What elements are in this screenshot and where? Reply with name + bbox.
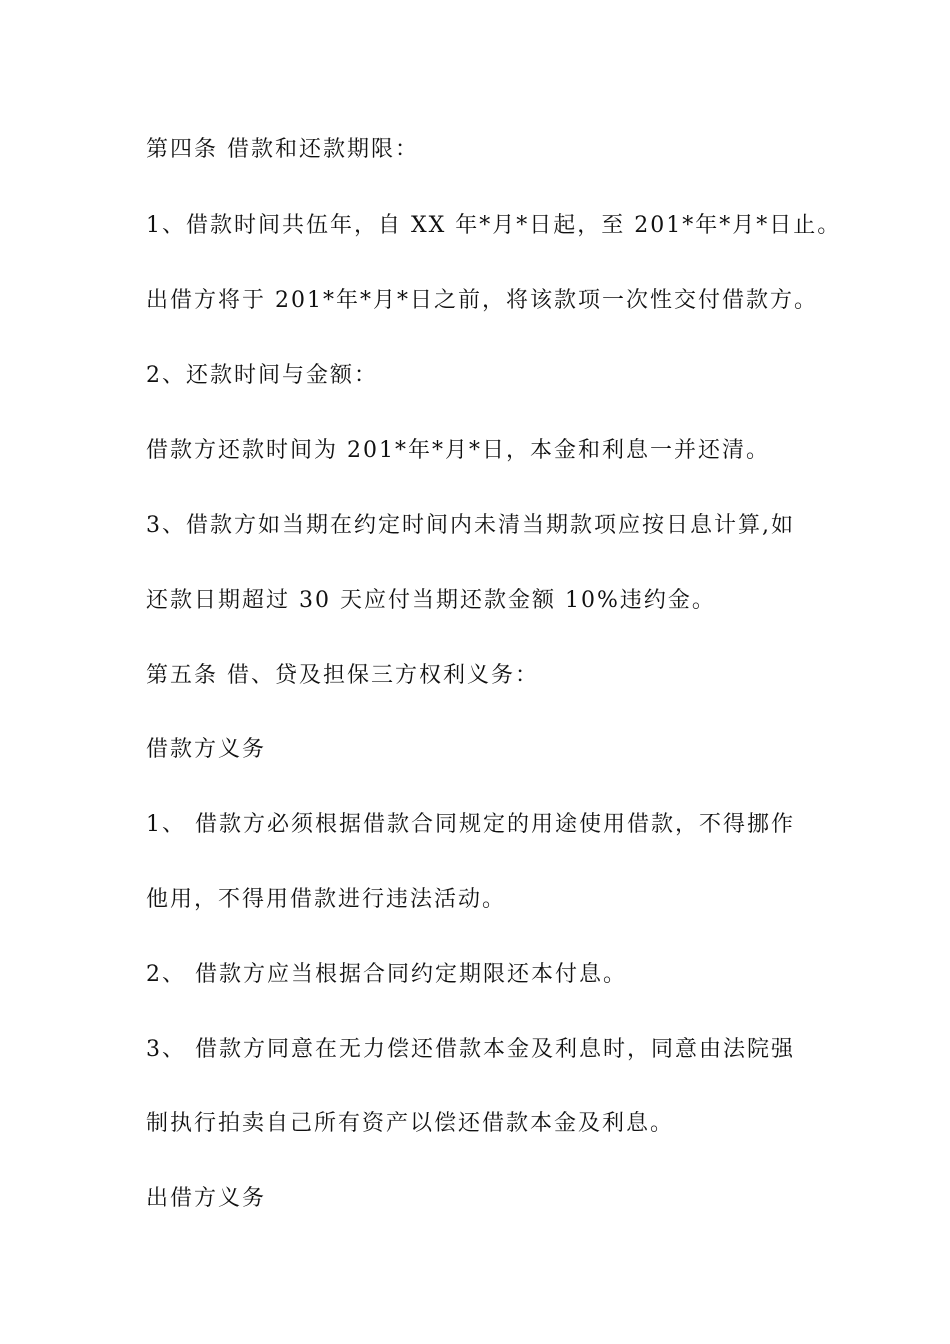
- clause-4-3-line-2: 还款日期超过 30 天应付当期还款金额 10%违约金。: [146, 588, 716, 613]
- clause-4-1-line-1: 1、借款时间共伍年，自 XX 年*月*日起，至 201*年*月*日止。: [146, 213, 842, 238]
- borrower-obligations-heading: 借款方义务: [146, 737, 267, 762]
- borrower-obligation-3-line-2: 制执行拍卖自己所有资产以偿还借款本金及利息。: [146, 1111, 675, 1136]
- borrower-obligation-3-line-1: 3、 借款方同意在无力偿还借款本金及利息时，同意由法院强: [146, 1037, 795, 1062]
- clause-4-3-line-1: 3、借款方如当期在约定时间内未清当期款项应按日息计算,如: [146, 513, 795, 538]
- borrower-obligation-1-line-1: 1、 借款方必须根据借款合同规定的用途使用借款，不得挪作: [146, 812, 795, 837]
- article-5-heading: 第五条 借、贷及担保三方权利义务：: [146, 663, 539, 688]
- clause-4-2-body: 借款方还款时间为 201*年*月*日，本金和利息一并还清。: [146, 438, 770, 463]
- borrower-obligation-1-line-2: 他用，不得用借款进行违法活动。: [146, 887, 507, 912]
- clause-4-1-line-2: 出借方将于 201*年*月*日之前，将该款项一次性交付借款方。: [146, 288, 818, 313]
- article-4-heading: 第四条 借款和还款期限：: [146, 137, 419, 162]
- clause-4-2-heading: 2、还款时间与金额：: [146, 363, 378, 388]
- lender-obligations-heading: 出借方义务: [146, 1186, 267, 1211]
- borrower-obligation-2: 2、 借款方应当根据合同约定期限还本付息。: [146, 962, 627, 987]
